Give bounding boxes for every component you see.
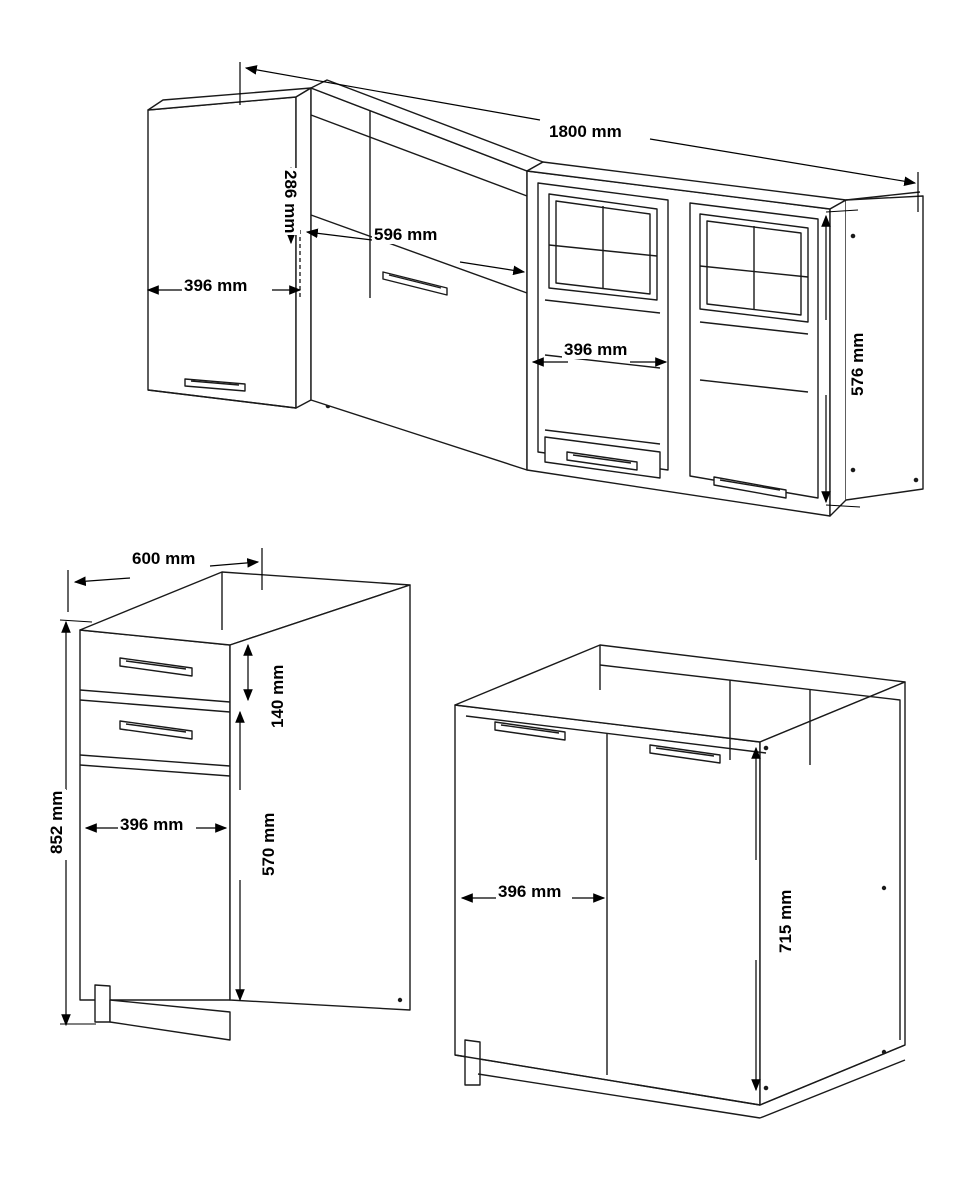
dim-label-396-glass: 396 mm	[564, 340, 628, 359]
dim-label-715: 715 mm	[776, 889, 795, 953]
dim-label-570: 570 mm	[259, 812, 278, 876]
dim-label-286: 286 mm	[281, 170, 300, 234]
dim-label-396-sinkcab: 396 mm	[498, 882, 562, 901]
dim-label-596: 596 mm	[374, 225, 438, 244]
dim-label-140: 140 mm	[268, 664, 287, 728]
dim-label-396-left: 396 mm	[184, 276, 248, 295]
base-cabinet-drawers-geometry	[80, 572, 410, 1040]
dim-label-396-drawercab: 396 mm	[120, 815, 184, 834]
dim-label-576: 576 mm	[848, 332, 867, 396]
dim-label-852: 852 mm	[47, 790, 66, 854]
dim-label-1800: 1800 mm	[549, 122, 622, 141]
upper-cabinet-geometry	[148, 80, 923, 516]
dim-label-600: 600 mm	[132, 549, 196, 568]
